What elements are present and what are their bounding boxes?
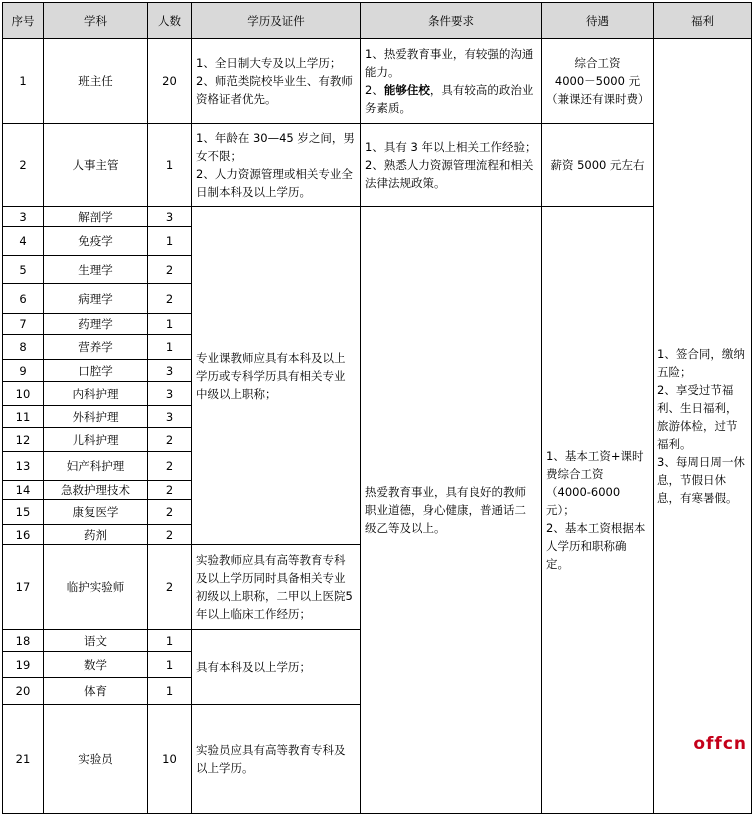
cell-no: 4 [3, 227, 44, 256]
cell-no: 11 [3, 406, 44, 428]
cell-no: 6 [3, 284, 44, 314]
cell-no: 7 [3, 314, 44, 335]
cell-no: 12 [3, 428, 44, 452]
cell-count: 1 [148, 335, 192, 360]
cell-count: 1 [148, 630, 192, 652]
cell-subject: 实验员 [44, 705, 148, 814]
cell-count: 3 [148, 406, 192, 428]
cell-subject: 生理学 [44, 256, 148, 284]
header-education: 学历及证件 [192, 3, 361, 39]
cell-education: 具有本科及以上学历； [192, 630, 361, 705]
cell-no: 3 [3, 207, 44, 227]
cell-count: 2 [148, 452, 192, 481]
cell-count: 1 [148, 227, 192, 256]
cell-no: 10 [3, 382, 44, 406]
cell-no: 8 [3, 335, 44, 360]
cell-count: 20 [148, 39, 192, 124]
cell-count: 3 [148, 207, 192, 227]
cell-count: 2 [148, 428, 192, 452]
cell-no: 5 [3, 256, 44, 284]
cell-no: 19 [3, 652, 44, 678]
cell-count: 10 [148, 705, 192, 814]
cell-count: 2 [148, 481, 192, 500]
table-row [3, 124, 752, 207]
cell-pay: 薪资 5000 元左右 [542, 124, 654, 207]
cell-subject: 解剖学 [44, 207, 148, 227]
cell-subject: 内科护理 [44, 382, 148, 406]
cell-count: 2 [148, 256, 192, 284]
cell-subject: 急救护理技术 [44, 481, 148, 500]
cell-count: 1 [148, 314, 192, 335]
cell-count: 1 [148, 678, 192, 705]
cell-subject: 临护实验师 [44, 545, 148, 630]
recruitment-table [2, 2, 752, 814]
cell-no: 17 [3, 545, 44, 630]
cell-pay: 综合工资 4000－5000 元 （兼课还有课时费） [542, 39, 654, 124]
cell-education: 专业课教师应具有本科及以上学历或专科学历具有相关专业中级以上职称； [192, 207, 361, 545]
cell-count: 3 [148, 382, 192, 406]
cell-no: 1 [3, 39, 44, 124]
cell-subject: 数学 [44, 652, 148, 678]
cell-subject: 班主任 [44, 39, 148, 124]
cell-count: 1 [148, 124, 192, 207]
cell-no: 20 [3, 678, 44, 705]
cell-no: 18 [3, 630, 44, 652]
header-no: 序号 [3, 3, 44, 39]
cell-subject: 药理学 [44, 314, 148, 335]
header-requirements: 条件要求 [361, 3, 542, 39]
requirement-text: 1、热爱教育事业，有较强的沟通能力。 2、 [365, 47, 534, 97]
requirement-emphasis: 能够住校 [383, 83, 430, 97]
cell-no: 2 [3, 124, 44, 207]
cell-education: 实验员应具有高等教育专科及以上学历。 [192, 705, 361, 814]
cell-no: 21 [3, 705, 44, 814]
cell-count: 2 [148, 500, 192, 525]
cell-welfare: 1、签合同，缴纳五险； 2、享受过节福利、生日福利，旅游体检，过节福利。 3、每周日周一休息，节假日休息，有寒暑假。 [654, 39, 752, 814]
offcn-watermark: offcn [693, 734, 747, 754]
header-row [3, 3, 752, 39]
header-count: 人数 [148, 3, 192, 39]
cell-no: 15 [3, 500, 44, 525]
cell-count: 2 [148, 284, 192, 314]
cell-subject: 人事主管 [44, 124, 148, 207]
header-pay: 待遇 [542, 3, 654, 39]
cell-count: 2 [148, 525, 192, 545]
cell-count: 1 [148, 652, 192, 678]
cell-subject: 康复医学 [44, 500, 148, 525]
cell-requirements [361, 39, 542, 124]
cell-subject: 病理学 [44, 284, 148, 314]
cell-no: 13 [3, 452, 44, 481]
cell-subject: 外科护理 [44, 406, 148, 428]
cell-subject: 语文 [44, 630, 148, 652]
cell-subject: 营养学 [44, 335, 148, 360]
cell-count: 2 [148, 545, 192, 630]
cell-education: 1、年龄在 30—45 岁之间，男女不限； 2、人力资源管理或相关专业全日制本科及以上学历。 [192, 124, 361, 207]
cell-no: 16 [3, 525, 44, 545]
table-row [3, 207, 752, 227]
cell-subject: 儿科护理 [44, 428, 148, 452]
requirement-text: ，具有较高的政治业务素质。 [365, 83, 534, 115]
cell-subject: 妇产科护理 [44, 452, 148, 481]
cell-subject: 口腔学 [44, 360, 148, 382]
header-welfare: 福利 [654, 3, 752, 39]
cell-pay: 1、基本工资+课时费综合工资 （4000-6000 元）； 2、基本工资根据本人学历和职称确定。 [542, 207, 654, 814]
cell-no: 14 [3, 481, 44, 500]
cell-requirements: 热爱教育事业，具有良好的教师职业道德，身心健康，普通话二级乙等及以上。 [361, 207, 542, 814]
header-subject: 学科 [44, 3, 148, 39]
cell-no: 9 [3, 360, 44, 382]
cell-subject: 免疫学 [44, 227, 148, 256]
cell-education: 1、全日制大专及以上学历； 2、师范类院校毕业生、有教师资格证者优先。 [192, 39, 361, 124]
cell-education: 实验教师应具有高等教育专科及以上学历同时具备相关专业初级以上职称，二甲以上医院5 年以上临床工作经历； [192, 545, 361, 630]
table-row [3, 39, 752, 124]
cell-requirements: 1、具有 3 年以上相关工作经验； 2、熟悉人力资源管理流程和相关法律法规政策。 [361, 124, 542, 207]
cell-count: 3 [148, 360, 192, 382]
cell-subject: 体育 [44, 678, 148, 705]
cell-subject: 药剂 [44, 525, 148, 545]
